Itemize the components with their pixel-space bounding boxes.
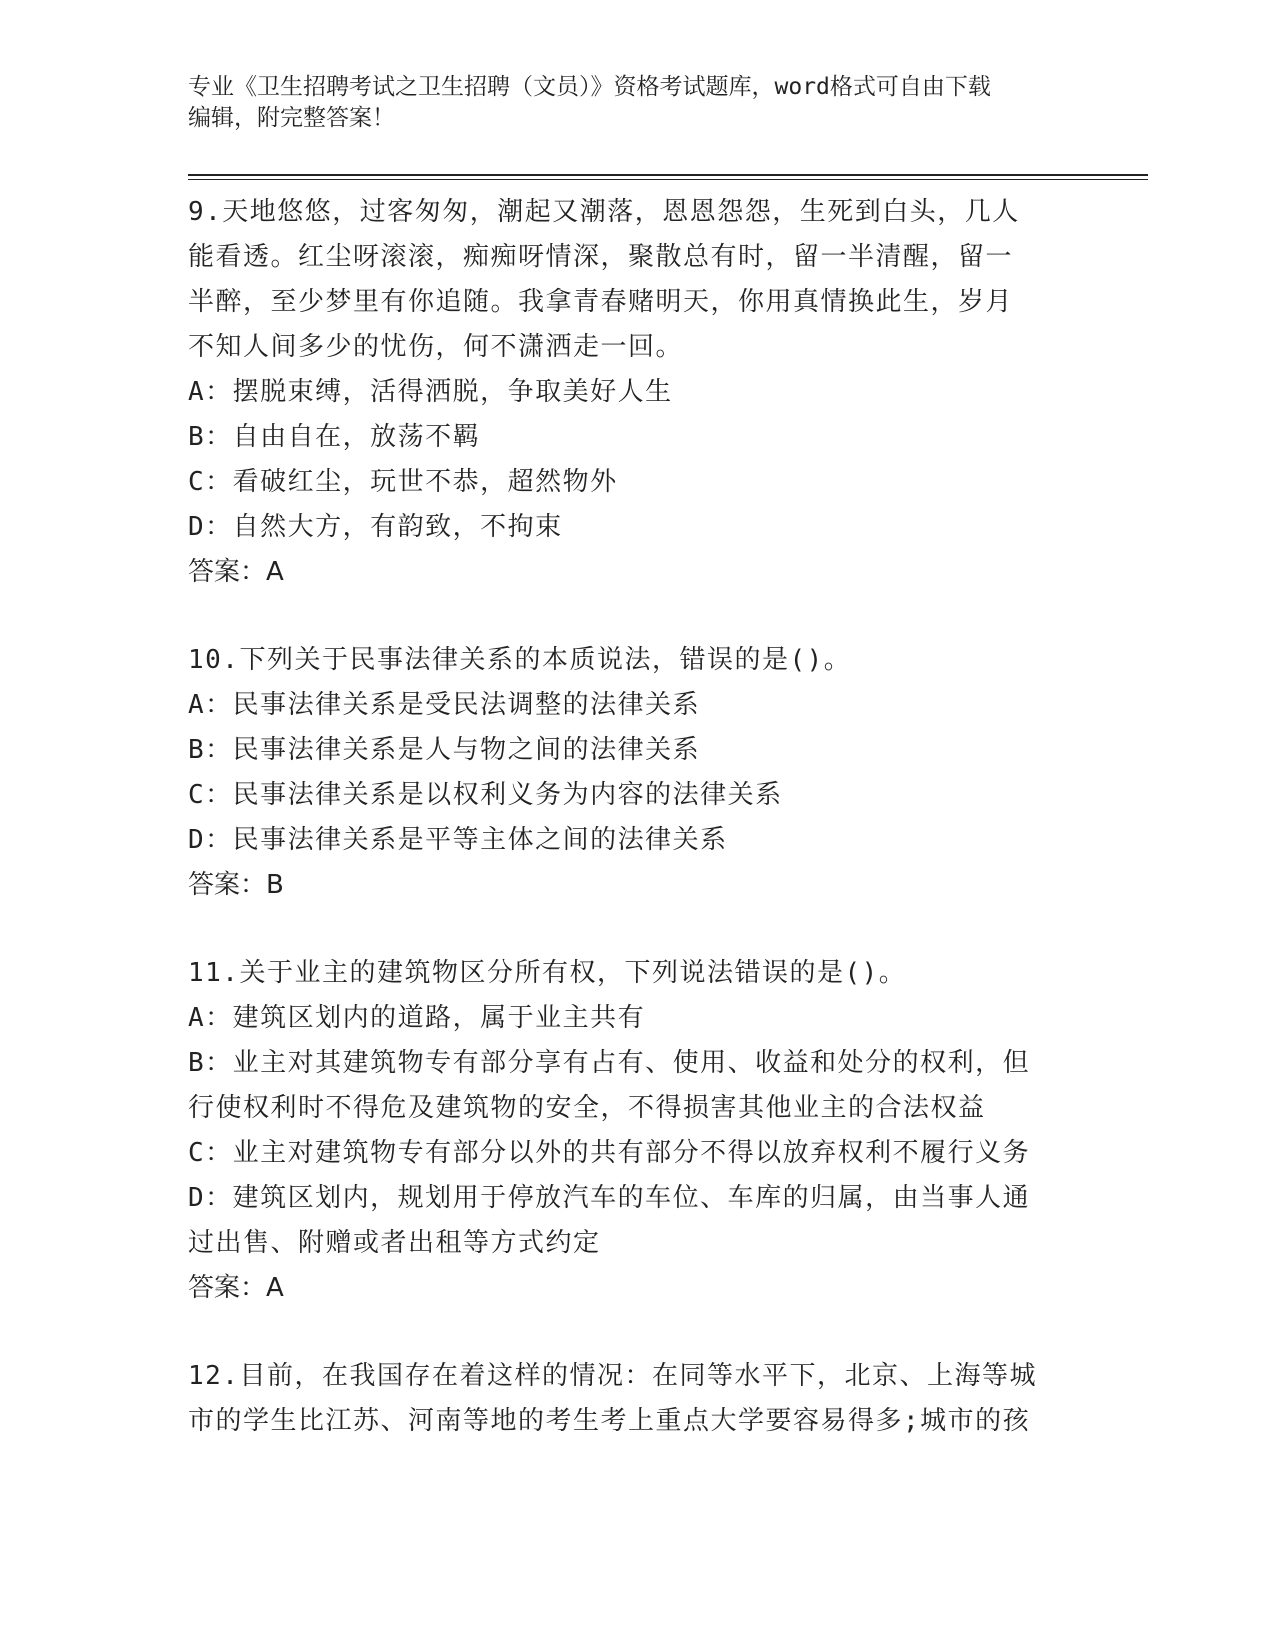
header-line-2: 编辑，附完整答案！: [188, 105, 395, 131]
question-12: [188, 1354, 1068, 1444]
option-d-continued: 过出售、附赠或者出租等方式约定: [188, 1228, 601, 1258]
question-9: [188, 190, 1068, 595]
answer-label: 答案：B: [188, 870, 284, 900]
answer-label: 答案：A: [188, 557, 284, 587]
option-b: B：业主对其建筑物专有部分享有占有、使用、收益和处分的权利，但: [188, 1048, 1031, 1078]
option-b: B：民事法律关系是人与物之间的法律关系: [188, 735, 701, 765]
option-a: A：摆脱束缚，活得洒脱，争取美好人生: [188, 377, 673, 407]
question-text-line: 不知人间多少的忧伤，何不潇洒走一回。: [188, 332, 684, 362]
question-text-line: 市的学生比江苏、河南等地的考生考上重点大学要容易得多;城市的孩: [188, 1406, 1031, 1436]
header-line-1: 专业《卫生招聘考试之卫生招聘（文员）》资格考试题库，word格式可自由下载: [188, 74, 991, 100]
option-d: D：民事法律关系是平等主体之间的法律关系: [188, 825, 728, 855]
option-a: A：民事法律关系是受民法调整的法律关系: [188, 690, 701, 720]
spacer: [188, 1311, 1068, 1354]
option-d: D：建筑区划内，规划用于停放汽车的车位、车库的归属，由当事人通: [188, 1183, 1031, 1213]
option-a: A：建筑区划内的道路，属于业主共有: [188, 1003, 646, 1033]
question-list: [188, 190, 1068, 1444]
header-rule-thin: [188, 179, 1148, 180]
question-11: [188, 951, 1068, 1311]
question-text-line: 能看透。红尘呀滚滚，痴痴呀情深，聚散总有时，留一半清醒，留一: [188, 242, 1014, 272]
question-text-line: 11.关于业主的建筑物区分所有权，下列说法错误的是()。: [188, 958, 907, 988]
option-c: C：业主对建筑物专有部分以外的共有部分不得以放弃权利不履行义务: [188, 1138, 1031, 1168]
answer-label: 答案：A: [188, 1273, 284, 1303]
option-c: C：看破红尘，玩世不恭，超然物外: [188, 467, 618, 497]
question-text-line: 9.天地悠悠，过客匆匆，潮起又潮落，恩恩怨怨，生死到白头，几人: [188, 197, 1020, 227]
option-b-continued: 行使权利时不得危及建筑物的安全，不得损害其他业主的合法权益: [188, 1093, 986, 1123]
question-text-line: 10.下列关于民事法律关系的本质说法，错误的是()。: [188, 645, 852, 675]
spacer: [188, 908, 1068, 951]
question-10: [188, 638, 1068, 908]
question-text-line: 12.目前，在我国存在着这样的情况：在同等水平下，北京、上海等城: [188, 1361, 1037, 1391]
spacer: [188, 595, 1068, 638]
document-header: [188, 72, 1088, 134]
option-d: D：自然大方，有韵致，不拘束: [188, 512, 563, 542]
option-b: B：自由自在，放荡不羁: [188, 422, 481, 452]
option-c: C：民事法律关系是以权利义务为内容的法律关系: [188, 780, 783, 810]
header-rule-thick: [188, 174, 1148, 176]
question-text-line: 半醉，至少梦里有你追随。我拿青春赌明天，你用真情换此生，岁月: [188, 287, 1014, 317]
